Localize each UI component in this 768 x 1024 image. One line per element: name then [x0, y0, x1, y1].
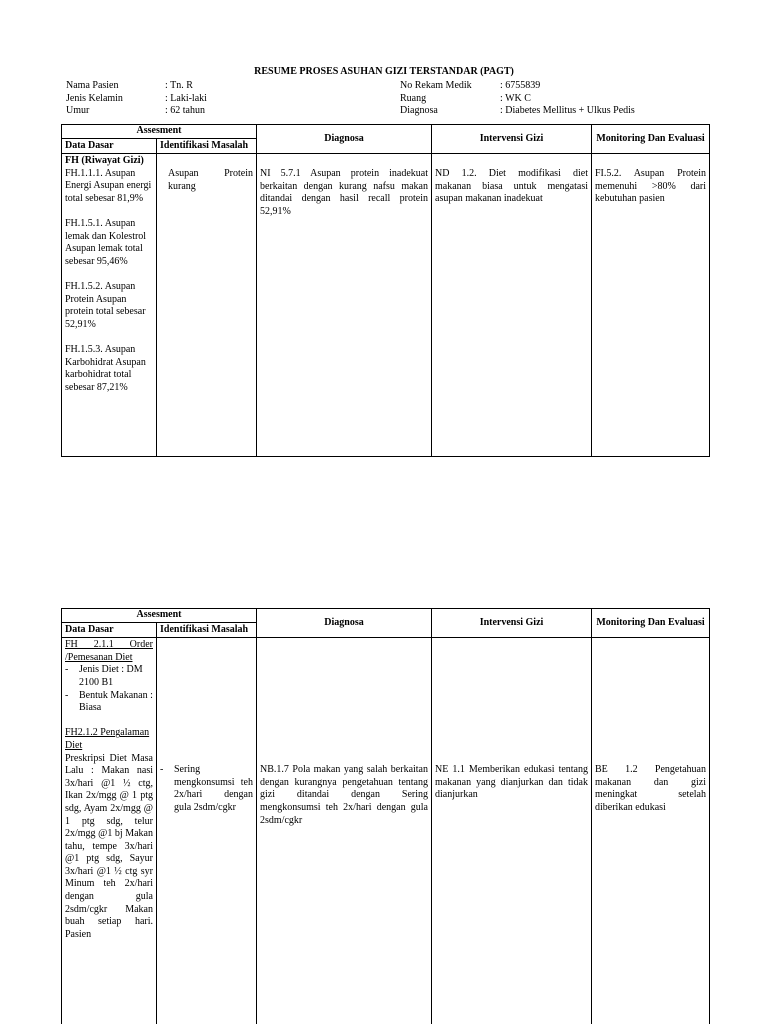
label-diagnosa: Diagnosa: [400, 105, 438, 116]
list-item: - Sering mengkonsumsi teh 2x/hari dengan gula 2sdm/cgkr: [160, 764, 253, 814]
dd-heading: FH2.1.2 Pengalaman Diet: [65, 727, 150, 751]
dd-heading: FH (Riwayat Gizi): [65, 155, 144, 167]
value-no-rekam-medik: : 6755839: [500, 80, 541, 91]
page-title: RESUME PROSES ASUHAN GIZI TERSTANDAR (PAGT): [254, 66, 514, 77]
dd-heading: FH 2.1.1 Order /Pemesanan Diet: [65, 639, 153, 663]
dd-item: FH.1.5.3. Asupan Karbohidrat Asupan karbohidrat total sebesar 87,21%: [65, 344, 146, 393]
diagnosa-text: NI 5.7.1 Asupan protein inadekuat berkaitan dengan kurang nafsu makan ditandai dengan hasil recall protein 52,91%: [260, 168, 428, 217]
cell-monitoring: [592, 638, 710, 1024]
pagt-table-2: [61, 608, 710, 1024]
dd-item: FH.1.5.2. Asupan Protein Asupan protein total sebesar 52,91%: [65, 281, 146, 330]
header-assesment: Assesment: [62, 125, 257, 139]
header-intervensi: Intervensi Gizi: [432, 609, 592, 638]
value-ruang: : WK C: [500, 92, 531, 104]
header-data-dasar: Data Dasar: [62, 138, 157, 154]
header-monitoring: Monitoring Dan Evaluasi: [592, 609, 710, 638]
dd-item: FH.1.5.1. Asupan lemak dan Kolestrol Asupan lemak total sebesar 95,46%: [65, 218, 147, 267]
cell-monitoring: [592, 154, 710, 457]
label-no-rekam-medik: No Rekam Medik: [400, 80, 472, 91]
value-diagnosa: : Diabetes Mellitus + Ulkus Pedis: [500, 105, 635, 116]
header-diagnosa: Diagnosa: [257, 125, 432, 154]
value-jenis-kelamin: : Laki-laki: [165, 92, 207, 104]
value-nama-pasien: : Tn. R: [165, 80, 193, 91]
info-row: [66, 93, 706, 106]
patient-info: [66, 80, 706, 118]
monitoring-text: FI.5.2. Asupan Protein memenuhi >80% dari kebutuhan pasien: [595, 168, 706, 205]
label-ruang: Ruang: [400, 92, 427, 104]
dd-text: Preskripsi Diet Masa Lalu : Makan nasi 3x/hari @1 ½ ctg, Ikan 2x/mgg @ 1 ptg sdg, Ayam 2x/mgg @ 1 ptg sdg, telur 2x/mgg @1 bj Makan tahu, tempe 3x/hari @1 ptg sdg, Sayur 3x/hari @1 ½ ctg syr Minum teh 2x/hari dengan gula 2sdm/cgkr Makan buah setiap hari. Pasien: [65, 752, 153, 940]
cell-data-dasar: [62, 638, 157, 1024]
header-identifikasi: Identifikasi Masalah: [157, 622, 257, 638]
label-nama-pasien: Nama Pasien: [66, 80, 119, 91]
info-row: [66, 80, 706, 93]
pagt-table-1: [61, 124, 710, 457]
header-assesment: Assesment: [62, 609, 257, 623]
identifikasi-list: [160, 764, 253, 814]
header-diagnosa: Diagnosa: [257, 609, 432, 638]
diagnosa-text: NB.1.7 Pola makan yang salah berkaitan dengan kurangnya pengetahuan tentang gizi ditandai dengan Sering mengkonsumsi teh 2x/hari dengan gula 2sdm/cgkr: [260, 764, 428, 826]
cell-diagnosa: [257, 638, 432, 1024]
cell-intervensi: [432, 154, 592, 457]
cell-identifikasi: [157, 154, 257, 457]
value-umur: : 62 tahun: [165, 105, 205, 116]
list-item: - Bentuk Makanan : Biasa: [65, 690, 153, 715]
table-row: [62, 638, 710, 1024]
identifikasi-text: Asupan Protein kurang: [168, 168, 253, 192]
dd-item: FH.1.1.1. Asupan Energi Asupan energi total sebesar 81,9%: [65, 167, 152, 204]
list-item: - Jenis Diet : DM 2100 B1: [65, 664, 153, 689]
diet-order-list: [65, 664, 153, 714]
header-data-dasar: Data Dasar: [62, 622, 157, 638]
info-row: [66, 105, 706, 118]
table-2-viewport: [0, 608, 768, 1024]
header-monitoring: Monitoring Dan Evaluasi: [592, 125, 710, 154]
label-jenis-kelamin: Jenis Kelamin: [66, 92, 123, 104]
table-row: [62, 154, 710, 457]
label-umur: Umur: [66, 105, 90, 116]
cell-identifikasi: [157, 638, 257, 1024]
intervensi-text: ND 1.2. Diet modifikasi diet makanan biasa untuk mengatasi asupan makanan inadekuat: [435, 168, 588, 205]
cell-intervensi: [432, 638, 592, 1024]
header-identifikasi: Identifikasi Masalah: [157, 138, 257, 154]
header-row-1: [62, 609, 710, 623]
cell-data-dasar: [62, 154, 157, 457]
monitoring-text: BE 1.2 Pengetahuan makanan dan gizi meningkat setelah diberikan edukasi: [595, 764, 706, 813]
cell-diagnosa: [257, 154, 432, 457]
intervensi-text: NE 1.1 Memberikan edukasi tentang makanan yang dianjurkan dan tidak dianjurkan: [435, 764, 588, 801]
header-row-1: [62, 125, 710, 139]
header-intervensi: Intervensi Gizi: [432, 125, 592, 154]
